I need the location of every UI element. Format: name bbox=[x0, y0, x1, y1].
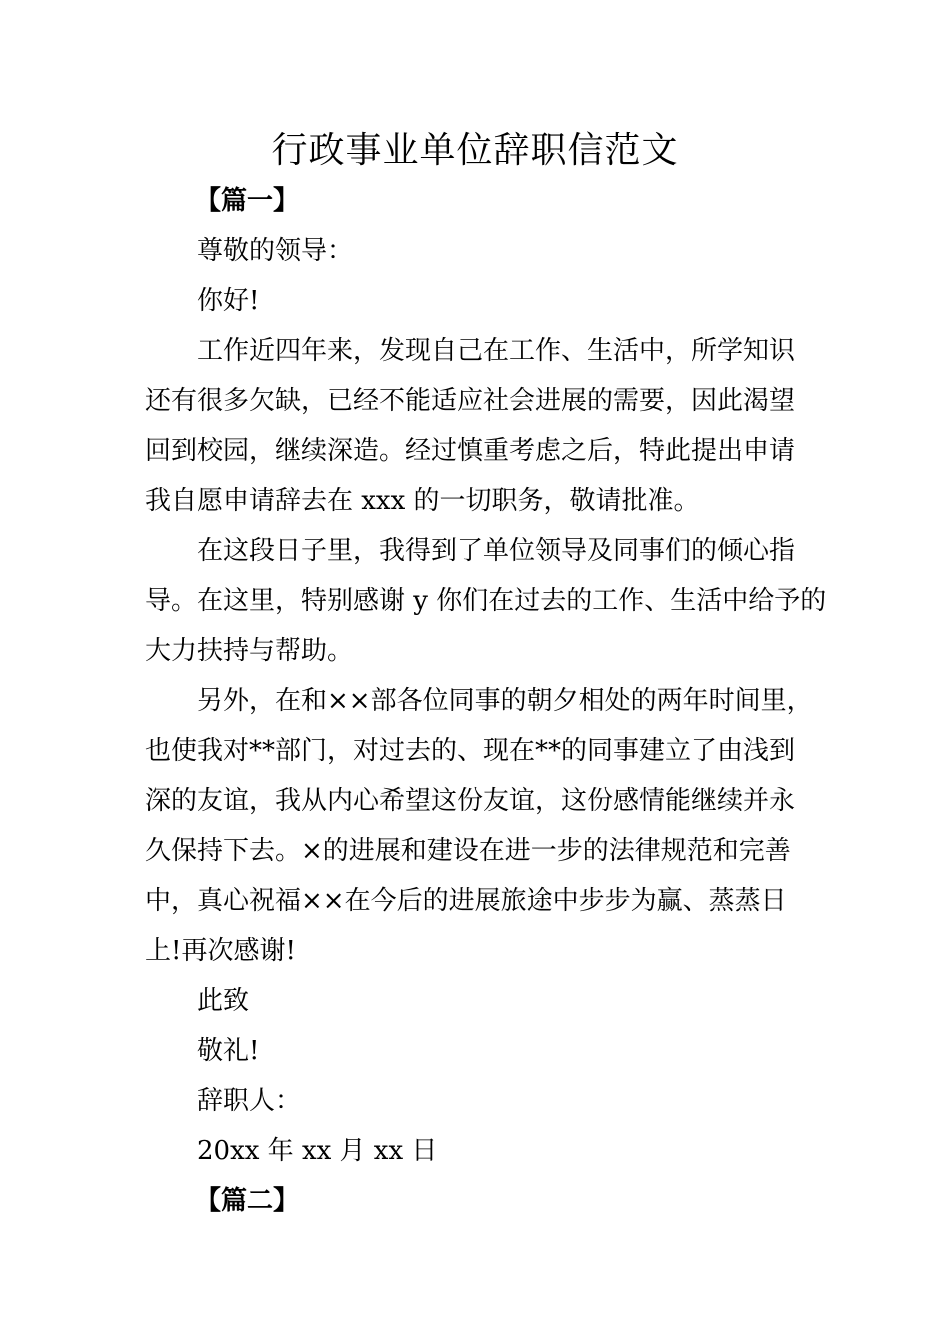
greeting: 你好! bbox=[197, 286, 260, 316]
paragraph-3-line-6: 上!再次感谢! bbox=[145, 936, 296, 966]
paragraph-1-line-3: 回到校园，继续深造。经过慎重考虑之后，特此提出申请 bbox=[145, 436, 796, 466]
salutation: 尊敬的领导： bbox=[197, 236, 354, 266]
paragraph-1-line-2: 还有很多欠缺，已经不能适应社会进展的需要，因此渴望 bbox=[145, 386, 796, 416]
section-heading-2: 【篇二】 bbox=[195, 1186, 300, 1216]
paragraph-3-line-5: 中，真心祝福××在今后的进展旅途中步步为赢、蒸蒸日 bbox=[145, 886, 787, 916]
document-title: 行政事业单位辞职信范文 bbox=[271, 130, 679, 171]
paragraph-2-line-1: 在这段日子里，我得到了单位领导及同事们的倾心指 bbox=[197, 536, 796, 566]
paragraph-3-line-4: 久保持下去。×的进展和建设在进一步的法律规范和完善 bbox=[145, 836, 791, 866]
closing-line-2: 敬礼! bbox=[197, 1036, 260, 1066]
paragraph-2-line-2: 导。在这里，特别感谢 y 你们在过去的工作、生活中给予的 bbox=[145, 586, 827, 616]
signer-label: 辞职人： bbox=[197, 1086, 302, 1116]
section-heading-1: 【篇一】 bbox=[195, 186, 300, 216]
paragraph-2-line-3: 大力扶持与帮助。 bbox=[145, 636, 354, 666]
paragraph-3-line-3: 深的友谊，我从内心希望这份友谊，这份感情能继续并永 bbox=[145, 786, 796, 816]
paragraph-1-line-1: 工作近四年来，发现自己在工作、生活中，所学知识 bbox=[197, 336, 796, 366]
paragraph-1-line-4: 我自愿申请辞去在 xxx 的一切职务，敬请批准。 bbox=[145, 486, 700, 516]
closing-line-1: 此致 bbox=[197, 986, 250, 1016]
paragraph-3-line-1: 另外，在和××部各位同事的朝夕相处的两年时间里， bbox=[197, 686, 813, 716]
date-line: 20xx 年 xx 月 xx 日 bbox=[197, 1136, 438, 1166]
paragraph-3-line-2: 也使我对**部门，对过去的、现在**的同事建立了由浅到 bbox=[145, 736, 796, 766]
